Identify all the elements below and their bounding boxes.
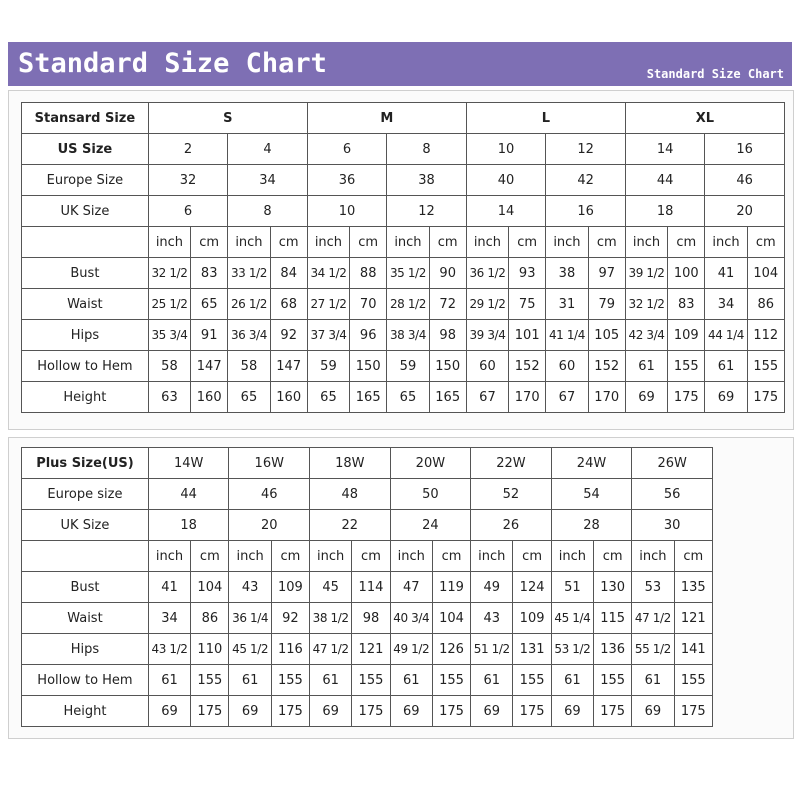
europe-size-row: [22, 165, 785, 196]
measurement-cell: 36 3/4: [228, 320, 270, 351]
measurement-cell: 69: [229, 696, 271, 727]
measurement-cell: 70: [350, 289, 387, 320]
measurement-row: [22, 665, 713, 696]
measurement-cell: 69: [625, 382, 667, 413]
measurement-cell: 38: [546, 258, 588, 289]
measurement-cell: 92: [270, 320, 307, 351]
measurement-cell: 130: [594, 572, 632, 603]
uk-size-cell: 26: [471, 510, 552, 541]
measurement-cell: 96: [350, 320, 387, 351]
measurement-cell: 69: [390, 696, 432, 727]
measurement-cell: 83: [668, 289, 705, 320]
plus-size-row: [22, 448, 713, 479]
plus-size-cell: 24W: [551, 448, 632, 479]
unit-row: [22, 227, 785, 258]
measurement-cell: 101: [509, 320, 546, 351]
measurement-cell: 115: [594, 603, 632, 634]
uk-size-cell: 18: [625, 196, 705, 227]
measurement-cell: 175: [352, 696, 390, 727]
uk-size-cell: 22: [310, 510, 391, 541]
measurement-cell: 150: [350, 351, 387, 382]
measurement-cell: 110: [191, 634, 229, 665]
row-label: Europe size: [22, 479, 149, 510]
measurement-cell: 40 3/4: [390, 603, 432, 634]
measurement-cell: 175: [674, 696, 712, 727]
measurement-label: Bust: [22, 258, 149, 289]
measurement-cell: 88: [350, 258, 387, 289]
measurement-cell: 55 1/2: [632, 634, 674, 665]
measurement-cell: 160: [191, 382, 228, 413]
measurement-cell: 36 1/4: [229, 603, 271, 634]
europe-size-cell: 46: [229, 479, 310, 510]
uk-size-cell: 20: [705, 196, 785, 227]
measurement-cell: 41 1/4: [546, 320, 588, 351]
measurement-label: Bust: [22, 572, 149, 603]
unit-row-label: [22, 541, 149, 572]
measurement-cell: 150: [429, 351, 466, 382]
measurement-cell: 69: [705, 382, 747, 413]
uk-size-cell: 18: [148, 510, 229, 541]
measurement-cell: 51: [551, 572, 593, 603]
measurement-cell: 91: [191, 320, 228, 351]
measurement-cell: 100: [668, 258, 705, 289]
measurement-label: Hips: [22, 320, 149, 351]
us-size-cell: 2: [148, 134, 228, 165]
measurement-cell: 69: [310, 696, 352, 727]
measurement-cell: 175: [594, 696, 632, 727]
measurement-cell: 92: [271, 603, 309, 634]
measurement-cell: 67: [546, 382, 588, 413]
measurement-cell: 135: [674, 572, 712, 603]
measurement-cell: 155: [352, 665, 390, 696]
measurement-cell: 97: [588, 258, 625, 289]
unit-cm-cell: cm: [271, 541, 309, 572]
unit-inch-cell: inch: [148, 541, 190, 572]
plus-size-cell: 16W: [229, 448, 310, 479]
measurement-cell: 104: [191, 572, 229, 603]
unit-inch-cell: inch: [390, 541, 432, 572]
measurement-cell: 43: [229, 572, 271, 603]
measurement-cell: 61: [632, 665, 674, 696]
measurement-cell: 37 3/4: [307, 320, 349, 351]
uk-size-cell: 28: [551, 510, 632, 541]
measurement-cell: 175: [747, 382, 784, 413]
measurement-cell: 90: [429, 258, 466, 289]
measurement-cell: 147: [191, 351, 228, 382]
unit-cm-cell: cm: [674, 541, 712, 572]
europe-size-cell: 34: [228, 165, 308, 196]
plus-size-cell: 26W: [632, 448, 713, 479]
unit-inch-cell: inch: [632, 541, 674, 572]
europe-size-cell: 52: [471, 479, 552, 510]
measurement-row: [22, 572, 713, 603]
unit-cm-cell: cm: [588, 227, 625, 258]
measurement-cell: 114: [352, 572, 390, 603]
measurement-cell: 47 1/2: [310, 634, 352, 665]
measurement-cell: 69: [551, 696, 593, 727]
measurement-cell: 175: [432, 696, 470, 727]
measurement-cell: 116: [271, 634, 309, 665]
measurement-cell: 155: [513, 665, 551, 696]
measurement-cell: 175: [668, 382, 705, 413]
measurement-cell: 58: [148, 351, 190, 382]
unit-inch-cell: inch: [148, 227, 190, 258]
unit-inch-cell: inch: [551, 541, 593, 572]
measurement-cell: 65: [387, 382, 429, 413]
measurement-cell: 93: [509, 258, 546, 289]
plus-size-cell: 20W: [390, 448, 471, 479]
measurement-cell: 51 1/2: [471, 634, 513, 665]
europe-size-cell: 50: [390, 479, 471, 510]
measurement-label: Height: [22, 696, 149, 727]
measurement-cell: 65: [228, 382, 270, 413]
measurement-cell: 155: [747, 351, 784, 382]
size-group-cell: M: [307, 103, 466, 134]
measurement-cell: 83: [191, 258, 228, 289]
measurement-cell: 109: [668, 320, 705, 351]
measurement-row: [22, 289, 785, 320]
unit-row: [22, 541, 713, 572]
measurement-cell: 41: [148, 572, 190, 603]
measurement-cell: 45: [310, 572, 352, 603]
row-label: Plus Size(US): [22, 448, 149, 479]
measurement-cell: 126: [432, 634, 470, 665]
measurement-row: [22, 382, 785, 413]
measurement-cell: 165: [350, 382, 387, 413]
unit-cm-cell: cm: [191, 541, 229, 572]
us-size-cell: 6: [307, 134, 387, 165]
measurement-cell: 61: [310, 665, 352, 696]
europe-size-cell: 46: [705, 165, 785, 196]
measurement-cell: 155: [271, 665, 309, 696]
measurement-cell: 33 1/2: [228, 258, 270, 289]
measurement-cell: 72: [429, 289, 466, 320]
page-title: Standard Size Chart: [18, 48, 327, 79]
measurement-cell: 155: [594, 665, 632, 696]
measurement-cell: 86: [747, 289, 784, 320]
measurement-row: [22, 258, 785, 289]
unit-inch-cell: inch: [625, 227, 667, 258]
measurement-cell: 39 1/2: [625, 258, 667, 289]
measurement-cell: 65: [191, 289, 228, 320]
plus-size-cell: 22W: [471, 448, 552, 479]
unit-inch-cell: inch: [307, 227, 349, 258]
measurement-label: Height: [22, 382, 149, 413]
measurement-cell: 63: [148, 382, 190, 413]
unit-cm-cell: cm: [747, 227, 784, 258]
size-group-cell: L: [466, 103, 625, 134]
measurement-cell: 49: [471, 572, 513, 603]
unit-row-label: [22, 227, 149, 258]
measurement-cell: 75: [509, 289, 546, 320]
unit-cm-cell: cm: [509, 227, 546, 258]
unit-cm-cell: cm: [191, 227, 228, 258]
measurement-cell: 175: [513, 696, 551, 727]
measurement-cell: 60: [466, 351, 508, 382]
us-size-cell: 4: [228, 134, 308, 165]
measurement-cell: 53 1/2: [551, 634, 593, 665]
plus-size-cell: 18W: [310, 448, 391, 479]
measurement-cell: 104: [432, 603, 470, 634]
measurement-cell: 79: [588, 289, 625, 320]
uk-size-cell: 20: [229, 510, 310, 541]
measurement-cell: 45 1/4: [551, 603, 593, 634]
plus-size-cell: 14W: [148, 448, 229, 479]
measurement-row: [22, 634, 713, 665]
measurement-cell: 98: [429, 320, 466, 351]
unit-cm-cell: cm: [668, 227, 705, 258]
measurement-cell: 61: [705, 351, 747, 382]
measurement-row: [22, 351, 785, 382]
measurement-cell: 65: [307, 382, 349, 413]
measurement-cell: 32 1/2: [148, 258, 190, 289]
measurement-row: [22, 696, 713, 727]
measurement-cell: 155: [674, 665, 712, 696]
measurement-cell: 160: [270, 382, 307, 413]
measurement-cell: 112: [747, 320, 784, 351]
measurement-cell: 67: [466, 382, 508, 413]
measurement-cell: 25 1/2: [148, 289, 190, 320]
row-label: UK Size: [22, 510, 149, 541]
measurement-cell: 61: [551, 665, 593, 696]
unit-cm-cell: cm: [352, 541, 390, 572]
measurement-cell: 152: [588, 351, 625, 382]
measurement-cell: 34: [705, 289, 747, 320]
measurement-cell: 61: [625, 351, 667, 382]
uk-size-cell: 6: [148, 196, 228, 227]
us-size-cell: 16: [705, 134, 785, 165]
measurement-cell: 61: [148, 665, 190, 696]
us-size-cell: 12: [546, 134, 626, 165]
measurement-cell: 155: [668, 351, 705, 382]
measurement-cell: 121: [352, 634, 390, 665]
measurement-cell: 61: [229, 665, 271, 696]
measurement-cell: 147: [270, 351, 307, 382]
measurement-cell: 136: [594, 634, 632, 665]
measurement-cell: 32 1/2: [625, 289, 667, 320]
unit-cm-cell: cm: [270, 227, 307, 258]
measurement-cell: 155: [191, 665, 229, 696]
measurement-label: Waist: [22, 289, 149, 320]
measurement-cell: 38 1/2: [310, 603, 352, 634]
measurement-cell: 84: [270, 258, 307, 289]
size-group-row: [22, 103, 785, 134]
uk-size-cell: 16: [546, 196, 626, 227]
measurement-cell: 39 3/4: [466, 320, 508, 351]
measurement-cell: 29 1/2: [466, 289, 508, 320]
measurement-cell: 53: [632, 572, 674, 603]
measurement-cell: 41: [705, 258, 747, 289]
measurement-cell: 60: [546, 351, 588, 382]
measurement-cell: 59: [307, 351, 349, 382]
europe-size-cell: 48: [310, 479, 391, 510]
europe-size-cell: 32: [148, 165, 228, 196]
us-size-cell: 14: [625, 134, 705, 165]
measurement-cell: 61: [390, 665, 432, 696]
measurement-cell: 104: [747, 258, 784, 289]
measurement-cell: 69: [471, 696, 513, 727]
measurement-cell: 155: [432, 665, 470, 696]
measurement-row: [22, 603, 713, 634]
measurement-cell: 36 1/2: [466, 258, 508, 289]
measurement-cell: 98: [352, 603, 390, 634]
size-group-cell: S: [148, 103, 307, 134]
measurement-cell: 26 1/2: [228, 289, 270, 320]
measurement-cell: 45 1/2: [229, 634, 271, 665]
unit-cm-cell: cm: [432, 541, 470, 572]
unit-inch-cell: inch: [228, 227, 270, 258]
measurement-cell: 42 3/4: [625, 320, 667, 351]
europe-size-cell: 44: [148, 479, 229, 510]
measurement-cell: 27 1/2: [307, 289, 349, 320]
uk-size-cell: 12: [387, 196, 467, 227]
uk-size-cell: 30: [632, 510, 713, 541]
measurement-cell: 121: [674, 603, 712, 634]
europe-size-row: [22, 479, 713, 510]
measurement-cell: 152: [509, 351, 546, 382]
unit-inch-cell: inch: [387, 227, 429, 258]
page-subtitle: Standard Size Chart: [646, 67, 784, 81]
unit-inch-cell: inch: [546, 227, 588, 258]
measurement-cell: 31: [546, 289, 588, 320]
measurement-label: Hollow to Hem: [22, 665, 149, 696]
row-label: Stansard Size: [22, 103, 149, 134]
measurement-cell: 131: [513, 634, 551, 665]
measurement-cell: 44 1/4: [705, 320, 747, 351]
uk-size-cell: 24: [390, 510, 471, 541]
measurement-cell: 35 3/4: [148, 320, 190, 351]
measurement-cell: 58: [228, 351, 270, 382]
unit-inch-cell: inch: [466, 227, 508, 258]
measurement-cell: 165: [429, 382, 466, 413]
row-label: US Size: [22, 134, 149, 165]
europe-size-cell: 38: [387, 165, 467, 196]
europe-size-cell: 42: [546, 165, 626, 196]
measurement-label: Waist: [22, 603, 149, 634]
unit-cm-cell: cm: [513, 541, 551, 572]
unit-inch-cell: inch: [310, 541, 352, 572]
measurement-label: Hollow to Hem: [22, 351, 149, 382]
measurement-cell: 34 1/2: [307, 258, 349, 289]
uk-size-row: [22, 510, 713, 541]
unit-cm-cell: cm: [429, 227, 466, 258]
uk-size-cell: 10: [307, 196, 387, 227]
measurement-row: [22, 320, 785, 351]
row-label: Europe Size: [22, 165, 149, 196]
measurement-cell: 105: [588, 320, 625, 351]
unit-cm-cell: cm: [350, 227, 387, 258]
measurement-cell: 170: [509, 382, 546, 413]
measurement-cell: 119: [432, 572, 470, 603]
measurement-cell: 175: [191, 696, 229, 727]
measurement-cell: 43 1/2: [148, 634, 190, 665]
row-label: UK Size: [22, 196, 149, 227]
plus-size-table: [21, 447, 713, 727]
measurement-cell: 175: [271, 696, 309, 727]
measurement-cell: 38 3/4: [387, 320, 429, 351]
standard-size-table: [21, 102, 785, 413]
europe-size-cell: 36: [307, 165, 387, 196]
measurement-cell: 47: [390, 572, 432, 603]
measurement-cell: 109: [513, 603, 551, 634]
unit-cm-cell: cm: [594, 541, 632, 572]
europe-size-cell: 40: [466, 165, 546, 196]
measurement-cell: 61: [471, 665, 513, 696]
europe-size-cell: 54: [551, 479, 632, 510]
uk-size-cell: 8: [228, 196, 308, 227]
europe-size-cell: 56: [632, 479, 713, 510]
measurement-cell: 86: [191, 603, 229, 634]
size-group-cell: XL: [625, 103, 784, 134]
uk-size-cell: 14: [466, 196, 546, 227]
measurement-cell: 69: [148, 696, 190, 727]
measurement-cell: 28 1/2: [387, 289, 429, 320]
measurement-cell: 109: [271, 572, 309, 603]
unit-inch-cell: inch: [471, 541, 513, 572]
measurement-cell: 43: [471, 603, 513, 634]
measurement-cell: 69: [632, 696, 674, 727]
us-size-cell: 8: [387, 134, 467, 165]
europe-size-cell: 44: [625, 165, 705, 196]
measurement-cell: 124: [513, 572, 551, 603]
measurement-cell: 59: [387, 351, 429, 382]
measurement-cell: 49 1/2: [390, 634, 432, 665]
unit-inch-cell: inch: [229, 541, 271, 572]
header-banner: [8, 42, 792, 86]
measurement-cell: 35 1/2: [387, 258, 429, 289]
measurement-cell: 47 1/2: [632, 603, 674, 634]
measurement-cell: 141: [674, 634, 712, 665]
measurement-cell: 170: [588, 382, 625, 413]
measurement-cell: 34: [148, 603, 190, 634]
us-size-cell: 10: [466, 134, 546, 165]
us-size-row: [22, 134, 785, 165]
unit-inch-cell: inch: [705, 227, 747, 258]
uk-size-row: [22, 196, 785, 227]
measurement-cell: 68: [270, 289, 307, 320]
measurement-label: Hips: [22, 634, 149, 665]
